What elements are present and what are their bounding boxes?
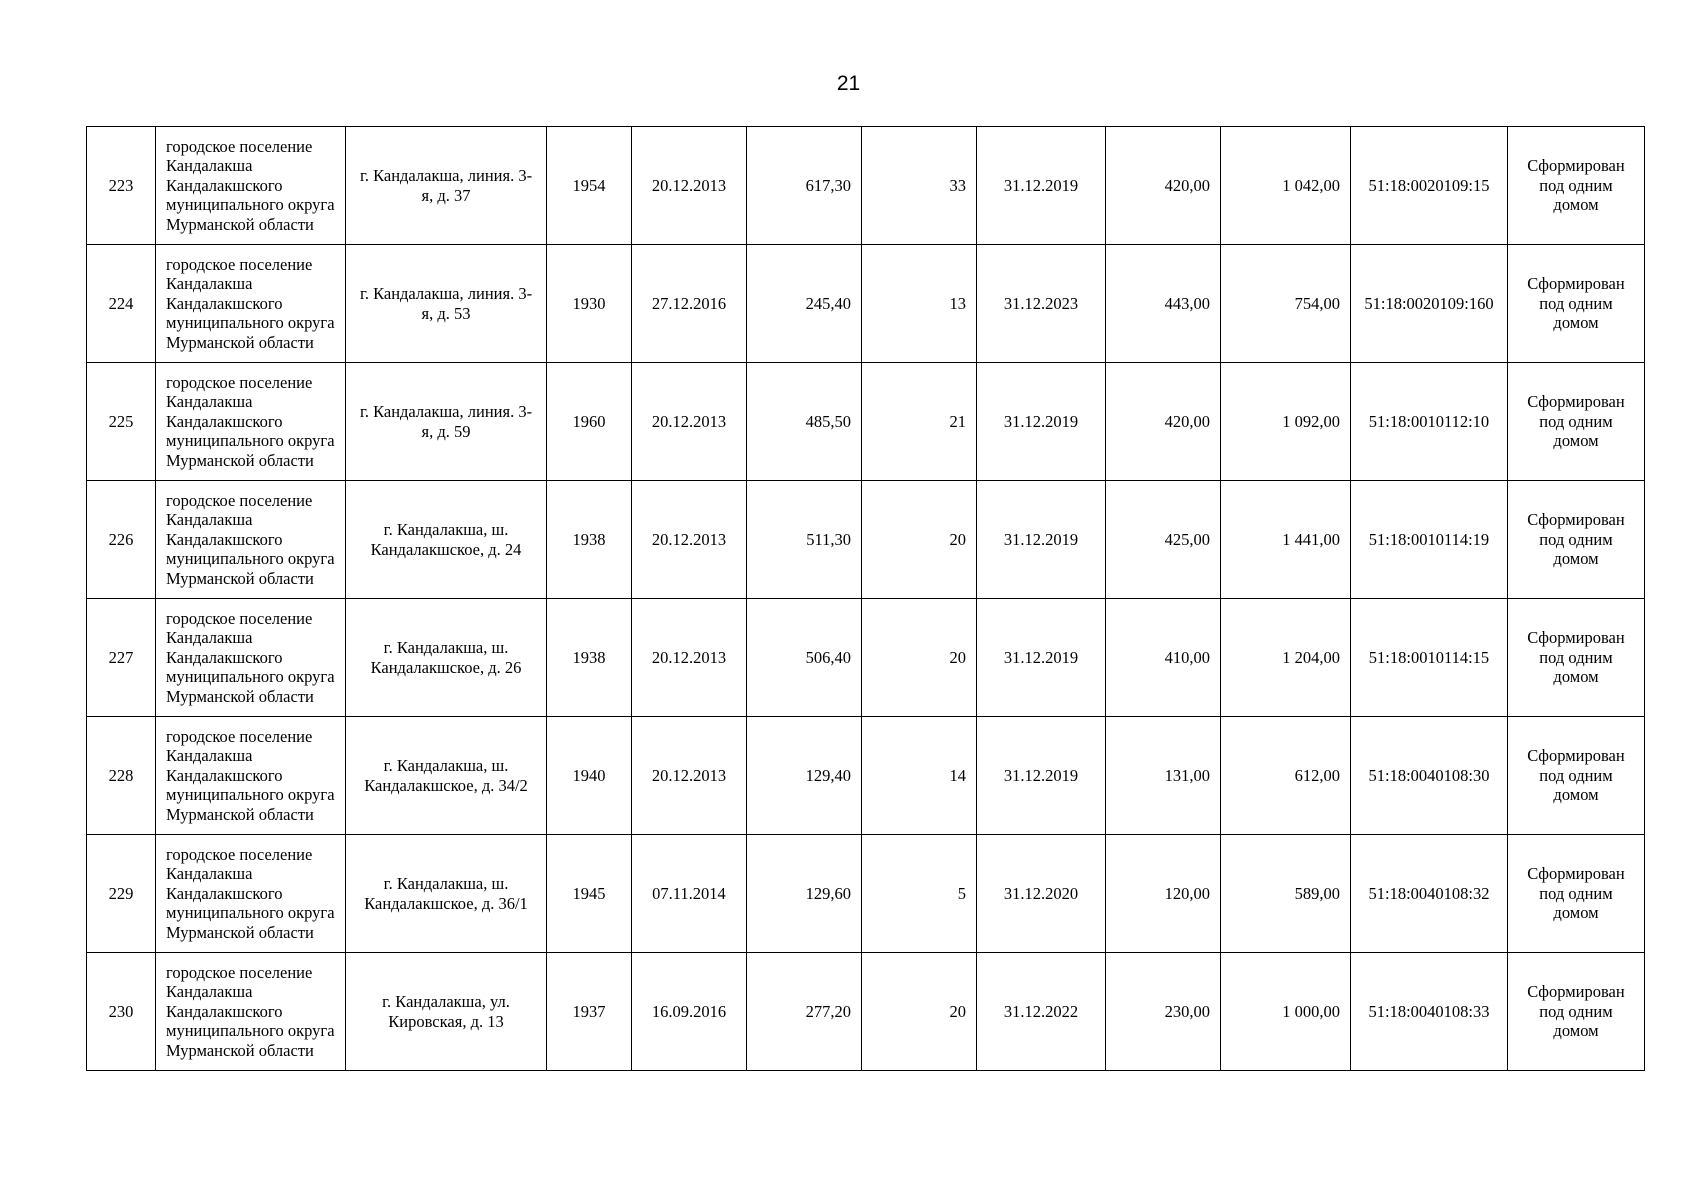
cadastre-number-cell: 51:18:0020109:15 bbox=[1351, 127, 1508, 245]
row-number-cell: 230 bbox=[87, 953, 156, 1071]
table-row bbox=[87, 717, 1645, 835]
cadastre-number-cell: 51:18:0020109:160 bbox=[1351, 245, 1508, 363]
plot-area-cell: 443,00 bbox=[1106, 245, 1221, 363]
housing-registry-table bbox=[86, 126, 1645, 1071]
build-year-cell: 1937 bbox=[547, 953, 632, 1071]
note-cell: Сформирован под одним домом bbox=[1508, 127, 1645, 245]
area-cell: 129,60 bbox=[747, 835, 862, 953]
table-row bbox=[87, 363, 1645, 481]
row-number-cell: 224 bbox=[87, 245, 156, 363]
build-year-cell: 1938 bbox=[547, 481, 632, 599]
table-row bbox=[87, 245, 1645, 363]
plot-area-cell: 120,00 bbox=[1106, 835, 1221, 953]
residents-cell: 14 bbox=[862, 717, 977, 835]
owner-cell: городское поселение Кандалакша Кандалакшского муниципального округа Мурманской области bbox=[156, 953, 346, 1071]
deadline-cell: 31.12.2019 bbox=[977, 481, 1106, 599]
deadline-cell: 31.12.2019 bbox=[977, 127, 1106, 245]
deadline-cell: 31.12.2023 bbox=[977, 245, 1106, 363]
plot-area-cell: 420,00 bbox=[1106, 127, 1221, 245]
table-row bbox=[87, 481, 1645, 599]
row-number-cell: 227 bbox=[87, 599, 156, 717]
date-cell: 07.11.2014 bbox=[632, 835, 747, 953]
area-cell: 506,40 bbox=[747, 599, 862, 717]
plot-area-2-cell: 1 441,00 bbox=[1221, 481, 1351, 599]
table-body bbox=[87, 127, 1645, 1071]
plot-area-cell: 410,00 bbox=[1106, 599, 1221, 717]
table-row bbox=[87, 953, 1645, 1071]
build-year-cell: 1954 bbox=[547, 127, 632, 245]
row-number-cell: 223 bbox=[87, 127, 156, 245]
row-number-cell: 225 bbox=[87, 363, 156, 481]
row-number-cell: 226 bbox=[87, 481, 156, 599]
cadastre-number-cell: 51:18:0010114:15 bbox=[1351, 599, 1508, 717]
area-cell: 617,30 bbox=[747, 127, 862, 245]
row-number-cell: 228 bbox=[87, 717, 156, 835]
date-cell: 20.12.2013 bbox=[632, 127, 747, 245]
plot-area-cell: 131,00 bbox=[1106, 717, 1221, 835]
area-cell: 485,50 bbox=[747, 363, 862, 481]
build-year-cell: 1945 bbox=[547, 835, 632, 953]
owner-cell: городское поселение Кандалакша Кандалакшского муниципального округа Мурманской области bbox=[156, 363, 346, 481]
plot-area-2-cell: 589,00 bbox=[1221, 835, 1351, 953]
table-row bbox=[87, 127, 1645, 245]
owner-cell: городское поселение Кандалакша Кандалакшского муниципального округа Мурманской области bbox=[156, 245, 346, 363]
plot-area-2-cell: 1 042,00 bbox=[1221, 127, 1351, 245]
plot-area-cell: 230,00 bbox=[1106, 953, 1221, 1071]
owner-cell: городское поселение Кандалакша Кандалакшского муниципального округа Мурманской области bbox=[156, 481, 346, 599]
owner-cell: городское поселение Кандалакша Кандалакшского муниципального округа Мурманской области bbox=[156, 717, 346, 835]
deadline-cell: 31.12.2019 bbox=[977, 363, 1106, 481]
owner-cell: городское поселение Кандалакша Кандалакшского муниципального округа Мурманской области bbox=[156, 599, 346, 717]
note-cell: Сформирован под одним домом bbox=[1508, 599, 1645, 717]
date-cell: 20.12.2013 bbox=[632, 599, 747, 717]
cadastre-number-cell: 51:18:0040108:30 bbox=[1351, 717, 1508, 835]
plot-area-2-cell: 612,00 bbox=[1221, 717, 1351, 835]
note-cell: Сформирован под одним домом bbox=[1508, 245, 1645, 363]
cadastre-number-cell: 51:18:0040108:33 bbox=[1351, 953, 1508, 1071]
build-year-cell: 1960 bbox=[547, 363, 632, 481]
address-cell: г. Кандалакша, ш. Кандалакшское, д. 26 bbox=[346, 599, 547, 717]
note-cell: Сформирован под одним домом bbox=[1508, 835, 1645, 953]
residents-cell: 20 bbox=[862, 599, 977, 717]
row-number-cell: 229 bbox=[87, 835, 156, 953]
deadline-cell: 31.12.2019 bbox=[977, 717, 1106, 835]
plot-area-2-cell: 1 092,00 bbox=[1221, 363, 1351, 481]
residents-cell: 13 bbox=[862, 245, 977, 363]
owner-cell: городское поселение Кандалакша Кандалакшского муниципального округа Мурманской области bbox=[156, 127, 346, 245]
note-cell: Сформирован под одним домом bbox=[1508, 481, 1645, 599]
note-cell: Сформирован под одним домом bbox=[1508, 953, 1645, 1071]
date-cell: 20.12.2013 bbox=[632, 363, 747, 481]
address-cell: г. Кандалакша, ш. Кандалакшское, д. 34/2 bbox=[346, 717, 547, 835]
area-cell: 245,40 bbox=[747, 245, 862, 363]
cadastre-number-cell: 51:18:0010112:10 bbox=[1351, 363, 1508, 481]
address-cell: г. Кандалакша, ш. Кандалакшское, д. 36/1 bbox=[346, 835, 547, 953]
plot-area-cell: 425,00 bbox=[1106, 481, 1221, 599]
plot-area-2-cell: 754,00 bbox=[1221, 245, 1351, 363]
deadline-cell: 31.12.2020 bbox=[977, 835, 1106, 953]
deadline-cell: 31.12.2019 bbox=[977, 599, 1106, 717]
date-cell: 20.12.2013 bbox=[632, 717, 747, 835]
build-year-cell: 1930 bbox=[547, 245, 632, 363]
residents-cell: 33 bbox=[862, 127, 977, 245]
residents-cell: 20 bbox=[862, 481, 977, 599]
area-cell: 511,30 bbox=[747, 481, 862, 599]
date-cell: 16.09.2016 bbox=[632, 953, 747, 1071]
page-number: 21 bbox=[836, 72, 861, 95]
address-cell: г. Кандалакша, ул. Кировская, д. 13 bbox=[346, 953, 547, 1071]
plot-area-2-cell: 1 000,00 bbox=[1221, 953, 1351, 1071]
date-cell: 20.12.2013 bbox=[632, 481, 747, 599]
deadline-cell: 31.12.2022 bbox=[977, 953, 1106, 1071]
build-year-cell: 1938 bbox=[547, 599, 632, 717]
table-row bbox=[87, 599, 1645, 717]
cadastre-number-cell: 51:18:0010114:19 bbox=[1351, 481, 1508, 599]
plot-area-2-cell: 1 204,00 bbox=[1221, 599, 1351, 717]
note-cell: Сформирован под одним домом bbox=[1508, 363, 1645, 481]
residents-cell: 20 bbox=[862, 953, 977, 1071]
date-cell: 27.12.2016 bbox=[632, 245, 747, 363]
residents-cell: 21 bbox=[862, 363, 977, 481]
address-cell: г. Кандалакша, линия. 3-я, д. 59 bbox=[346, 363, 547, 481]
cadastre-number-cell: 51:18:0040108:32 bbox=[1351, 835, 1508, 953]
address-cell: г. Кандалакша, ш. Кандалакшское, д. 24 bbox=[346, 481, 547, 599]
owner-cell: городское поселение Кандалакша Кандалакшского муниципального округа Мурманской области bbox=[156, 835, 346, 953]
area-cell: 129,40 bbox=[747, 717, 862, 835]
plot-area-cell: 420,00 bbox=[1106, 363, 1221, 481]
table-row bbox=[87, 835, 1645, 953]
address-cell: г. Кандалакша, линия. 3-я, д. 53 bbox=[346, 245, 547, 363]
address-cell: г. Кандалакша, линия. 3-я, д. 37 bbox=[346, 127, 547, 245]
build-year-cell: 1940 bbox=[547, 717, 632, 835]
note-cell: Сформирован под одним домом bbox=[1508, 717, 1645, 835]
residents-cell: 5 bbox=[862, 835, 977, 953]
area-cell: 277,20 bbox=[747, 953, 862, 1071]
